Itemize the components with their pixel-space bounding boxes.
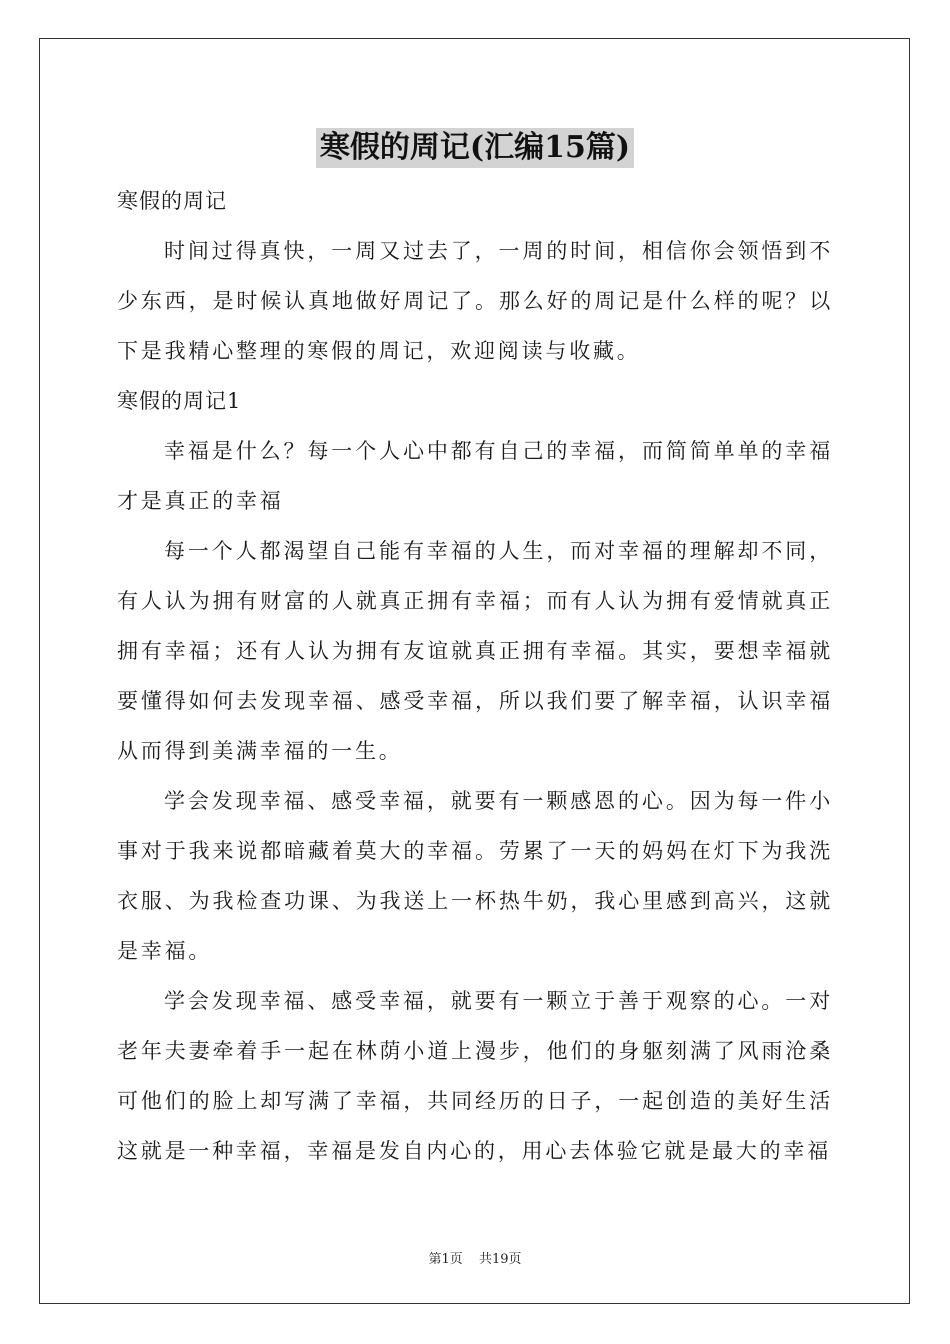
paragraph: 幸福是什么？每一个人心中都有自己的幸福，而简简单单的幸福才是真正的幸福 <box>117 439 833 513</box>
paragraph: 学会发现幸福、感受幸福，就要有一颗立于善于观察的心。一对老年夫妻牵着手一起在林荫小道上漫步，他们的身躯刻满了风雨沧桑可他们的脸上却写满了幸福，共同经历的日子，一起创造的美好生活这就是一种幸福，幸福是发自内心的，用心去体验它就是最大的幸福 <box>117 989 833 1163</box>
section-heading-1: 寒假的周记1 <box>117 389 242 413</box>
page-number-current: 第1页 <box>428 1252 463 1267</box>
title-container <box>0 128 950 168</box>
paragraph: 学会发现幸福、感受幸福，就要有一颗感恩的心。因为每一件小事对于我来说都暗藏着莫大的幸福。劳累了一天的妈妈在灯下为我洗衣服、为我检查功课、为我送上一杯热牛奶，我心里感到高兴，这就是幸福。 <box>117 789 833 963</box>
page-footer <box>0 1248 950 1267</box>
paragraph: 每一个人都渴望自己能有幸福的人生，而对幸福的理解却不同，有人认为拥有财富的人就真正拥有幸福；而有人认为拥有爱情就真正拥有幸福；还有人认为拥有友谊就真正拥有幸福。其实，要想幸福就要懂得如何去发现幸福、感受幸福，所以我们要了解幸福，认识幸福从而得到美满幸福的一生。 <box>117 539 833 763</box>
document-body <box>117 176 833 1176</box>
section-heading-intro: 寒假的周记 <box>117 189 227 213</box>
intro-paragraph: 时间过得真快，一周又过去了，一周的时间，相信你会领悟到不少东西，是时候认真地做好周记了。那么好的周记是什么样的呢？以下是我精心整理的寒假的周记，欢迎阅读与收藏。 <box>117 239 833 363</box>
page-number-total: 共19页 <box>478 1252 522 1267</box>
document-title: 寒假的周记(汇编15篇) <box>316 128 634 168</box>
